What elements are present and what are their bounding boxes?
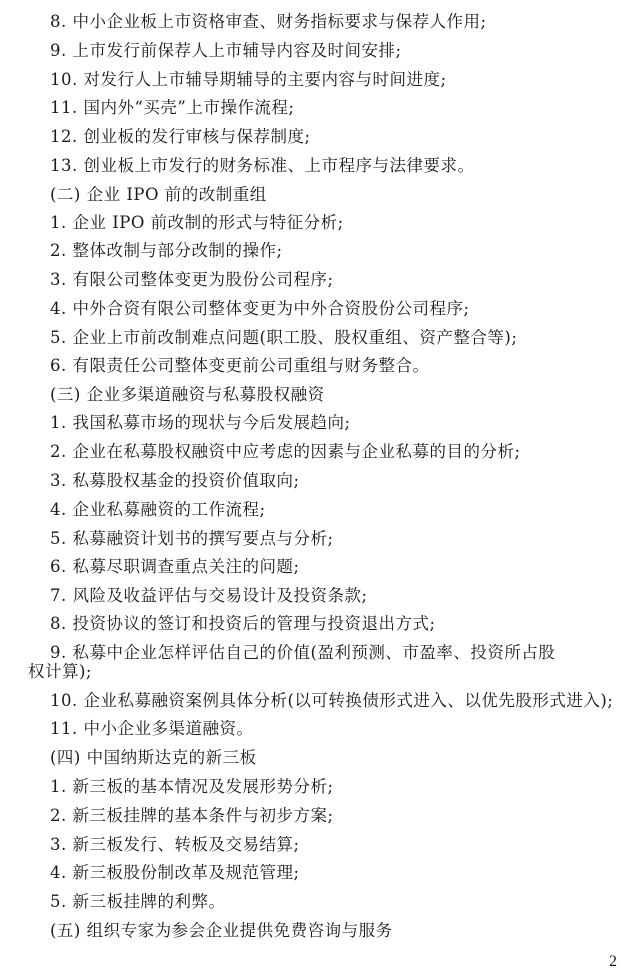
text-line: 5. 新三板挂牌的利弊。 [50,892,226,911]
text-line: (二) 企业 IPO 前的改制重组 [50,185,267,204]
text-line: 3. 有限公司整体变更为股份公司程序; [50,270,334,289]
text-line: 12. 创业板的发行审核与保荐制度; [50,127,311,146]
text-line: (三) 企业多渠道融资与私募股权融资 [50,385,325,404]
text-line: 9. 上市发行前保荐人上市辅导内容及时间安排; [50,41,402,60]
text-line: 4. 新三板股份制改革及规范管理; [50,863,300,882]
text-line: 1. 新三板的基本情况及发展形势分析; [50,777,334,796]
text-line: 权计算); [28,662,92,681]
text-line: 7. 风险及收益评估与交易设计及投资条款; [50,586,368,605]
text-line: (五) 组织专家为参会企业提供免费咨询与服务 [50,921,393,940]
text-line: 2. 新三板挂牌的基本条件与初步方案; [50,806,334,825]
text-line: 11. 国内外“买壳”上市操作流程; [50,98,295,117]
page-number: 2 [609,953,617,970]
text-line: 1. 我国私募市场的现状与今后发展趋向; [50,413,351,432]
text-line: 8. 投资协议的签订和投资后的管理与投资退出方式; [50,614,436,633]
text-line: 4. 企业私募融资的工作流程; [50,500,266,519]
text-line: 6. 私募尽职调查重点关注的问题; [50,557,300,576]
text-line: 2. 整体改制与部分改制的操作; [50,241,283,260]
text-line: 3. 私募股权基金的投资价值取向; [50,471,300,490]
text-line: 5. 私募融资计划书的撰写要点与分析; [50,529,334,548]
text-line: (四) 中国纳斯达克的新三板 [50,748,257,767]
text-line: 6. 有限责任公司整体变更前公司重组与财务整合。 [50,356,430,375]
text-line: 3. 新三板发行、转板及交易结算; [50,835,300,854]
text-line: 10. 企业私募融资案例具体分析(以可转换债形式进入、以优先股形式进入); [50,691,614,710]
text-line: 8. 中小企业板上市资格审查、财务指标要求与保荐人作用; [50,12,487,31]
text-line: 5. 企业上市前改制难点问题(职工股、股权重组、资产整合等); [50,328,518,347]
text-line: 1. 企业 IPO 前改制的形式与特征分析; [50,213,344,232]
text-line: 4. 中外合资有限公司整体变更为中外合资股份公司程序; [50,299,470,318]
text-line: 10. 对发行人上市辅导期辅导的主要内容与时间进度; [50,70,447,89]
text-line: 13. 创业板上市发行的财务标准、上市程序与法律要求。 [50,156,475,175]
text-line: 11. 中小企业多渠道融资。 [50,719,254,738]
text-line: 9. 私募中企业怎样评估自己的价值(盈利预测、市盈率、投资所占股 [50,643,556,662]
text-line: 2. 企业在私募股权融资中应考虑的因素与企业私募的目的分析; [50,442,521,461]
